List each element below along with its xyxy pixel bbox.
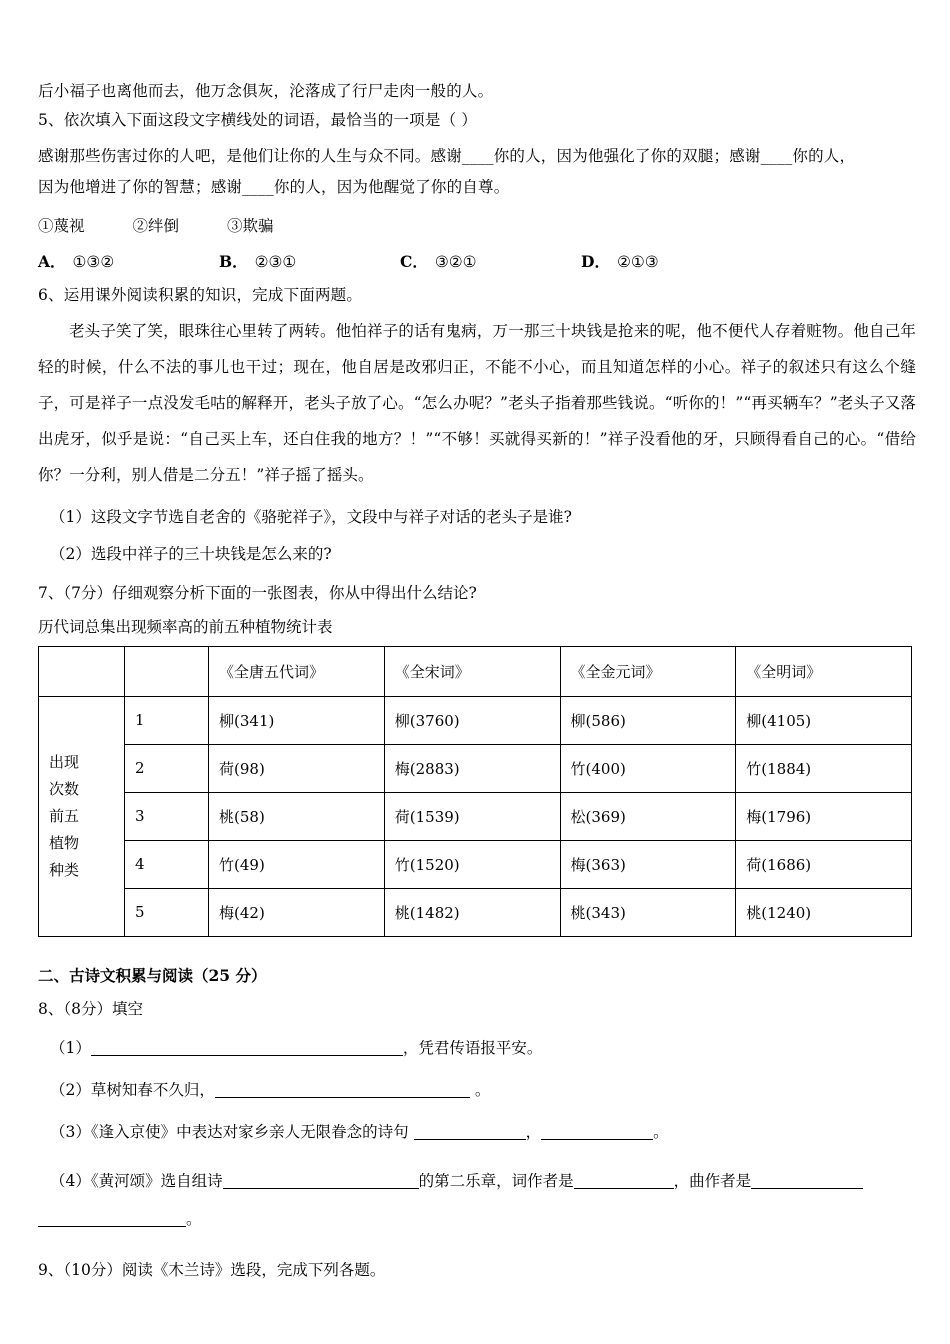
table-title: 历代词总集出现频率高的前五种植物统计表 bbox=[38, 617, 333, 636]
question-8-score: （8分） bbox=[63, 999, 112, 1018]
data-cell: 竹(49) bbox=[209, 840, 385, 888]
item-option-2: ②绊倒 bbox=[132, 217, 180, 235]
question-9-stem bbox=[38, 1258, 916, 1280]
row-group-label-line-1: 出现 bbox=[49, 752, 80, 771]
question-5-items bbox=[38, 214, 916, 236]
item-option-3: ③欺骗 bbox=[227, 217, 274, 235]
question-6-text: 运用课外阅读积累的知识，完成下面两题。 bbox=[63, 286, 363, 304]
intro-line: 后小福子也离他而去，他万念俱灰，沦落成了行尸走肉一般的人。 bbox=[38, 82, 494, 100]
fill-blank-2-after: 。 bbox=[469, 1080, 491, 1099]
rank-cell: 1 bbox=[125, 696, 209, 744]
table-body bbox=[39, 646, 912, 936]
data-cell: 竹(1884) bbox=[736, 744, 912, 792]
rank-cell: 2 bbox=[125, 744, 209, 792]
choice-d-label: D． bbox=[581, 252, 610, 271]
fill-blank-1 bbox=[38, 1036, 916, 1058]
data-cell: 梅(42) bbox=[209, 888, 385, 936]
header-col-3: 《全金元词》 bbox=[560, 646, 736, 696]
data-cell: 桃(1240) bbox=[736, 888, 912, 936]
question-9-score: （10分） bbox=[63, 1260, 122, 1279]
row-group-label-line-3: 前五 bbox=[49, 806, 80, 825]
fill-blank-4-label: （4） bbox=[50, 1171, 91, 1190]
fill-blank-2-before: 草树知春不久归， bbox=[90, 1080, 215, 1099]
fill-blank-4-mid-1: 的第二乐章，词作者是 bbox=[418, 1171, 574, 1190]
row-group-label-line-4: 植物 bbox=[49, 833, 80, 852]
data-cell: 荷(98) bbox=[209, 744, 385, 792]
question-5-passage-line-1: 感谢那些伤害过你的人吧，是他们让你的人生与众不同。感谢____你的人，因为他强化了你的双腿；感谢____你的人， bbox=[38, 147, 856, 165]
data-cell: 竹(1520) bbox=[384, 840, 560, 888]
data-cell: 竹(400) bbox=[560, 744, 736, 792]
choice-c[interactable] bbox=[400, 250, 581, 272]
question-9-text: 阅读《木兰诗》选段，完成下列各题。 bbox=[121, 1260, 386, 1279]
data-cell: 桃(1482) bbox=[384, 888, 560, 936]
choice-b-value: ②③① bbox=[254, 253, 297, 271]
table-row bbox=[39, 792, 912, 840]
answer-blank[interactable] bbox=[414, 1124, 526, 1140]
data-cell: 荷(1686) bbox=[736, 840, 912, 888]
choice-b-label: B． bbox=[219, 252, 248, 271]
fill-blank-4-after: 。 bbox=[186, 1209, 202, 1228]
question-7-score: （7分） bbox=[63, 583, 112, 602]
question-8-stem bbox=[38, 997, 916, 1019]
data-cell: 松(369) bbox=[560, 792, 736, 840]
question-6-stem bbox=[38, 288, 916, 304]
answer-blank[interactable] bbox=[38, 1211, 186, 1227]
data-cell: 柳(341) bbox=[209, 696, 385, 744]
header-corner-blank bbox=[39, 646, 125, 696]
rank-cell: 3 bbox=[125, 792, 209, 840]
choice-d-value: ②①③ bbox=[616, 253, 659, 271]
fill-blank-4 bbox=[38, 1162, 916, 1238]
fill-blank-2 bbox=[38, 1078, 916, 1100]
table-row bbox=[39, 888, 912, 936]
row-group-label-line-2: 次数 bbox=[49, 779, 80, 798]
data-cell: 梅(2883) bbox=[384, 744, 560, 792]
question-7-stem bbox=[38, 581, 916, 603]
fill-blank-2-label: （2） bbox=[50, 1080, 91, 1099]
question-8-number: 8、 bbox=[38, 999, 64, 1018]
question-5-stem bbox=[38, 110, 916, 129]
choice-a-value: ①③② bbox=[72, 253, 115, 271]
header-col-2: 《全宋词》 bbox=[384, 646, 560, 696]
choice-d[interactable] bbox=[581, 250, 762, 272]
choice-c-label: C． bbox=[400, 252, 428, 271]
choice-b[interactable] bbox=[219, 250, 400, 272]
answer-blank[interactable] bbox=[751, 1173, 863, 1189]
fill-blank-4-mid-2: ，曲作者是 bbox=[673, 1171, 752, 1190]
question-6-sub-2: （2）选段中祥子的三十块钱是怎么来的? bbox=[50, 544, 332, 563]
page-content bbox=[38, 84, 916, 1294]
fill-blank-1-after: ，凭君传语报平安。 bbox=[402, 1038, 543, 1057]
fill-blank-3-label: （3） bbox=[50, 1122, 91, 1141]
choice-c-value: ③②① bbox=[434, 253, 477, 271]
data-cell: 柳(3760) bbox=[384, 696, 560, 744]
header-rank-blank bbox=[125, 646, 209, 696]
data-cell: 梅(363) bbox=[560, 840, 736, 888]
question-6-passage: 老头子笑了笑，眼珠往心里转了两转。他怕祥子的话有鬼病，万一那三十块钱是抢来的呢，他不便代人存着赃物。他自己年轻的时候，什么不法的事儿也干过；现在，他自居是改邪归正，不能不小心，而且知道怎样的小心。祥子的叙述只有这么个缝子，可是祥子一点没发毛咕的解释开，老头子放了心。“怎么办呢？”老头子指着那些钱说。“听你的！”“再买辆车？”老头子又落出虎牙，似乎是说：“自己买上车，还白住我的地方？！”“不够！买就得买新的！”祥子没看他的牙，只顾得看自己的心。“借给你？一分利，别人借是二分五！”祥子摇了摇头。 bbox=[38, 321, 916, 484]
data-cell: 桃(58) bbox=[209, 792, 385, 840]
choice-a[interactable] bbox=[38, 250, 219, 272]
table-header-row bbox=[39, 646, 912, 696]
answer-blank[interactable] bbox=[541, 1124, 653, 1140]
header-col-4: 《全明词》 bbox=[736, 646, 912, 696]
item-option-1: ①蔑视 bbox=[38, 217, 85, 235]
table-row bbox=[39, 744, 912, 792]
question-6-sub-1: （1）这段文字节选自老舍的《骆驼祥子》，文段中与祥子对话的老头子是谁? bbox=[50, 507, 572, 526]
answer-blank[interactable] bbox=[223, 1173, 419, 1189]
question-9-number: 9、 bbox=[38, 1260, 64, 1279]
question-6-number: 6、 bbox=[38, 286, 64, 304]
row-group-label-line-5: 种类 bbox=[49, 860, 80, 879]
question-5-passage-line-2: 因为他增进了你的智慧；感谢____你的人，因为他醒觉了你的自尊。 bbox=[38, 178, 510, 196]
answer-blank[interactable] bbox=[91, 1040, 403, 1056]
question-5-choices bbox=[38, 250, 916, 272]
plant-frequency-table bbox=[38, 646, 912, 937]
rank-cell: 4 bbox=[125, 840, 209, 888]
fill-blank-3 bbox=[38, 1120, 916, 1142]
data-cell: 桃(343) bbox=[560, 888, 736, 936]
choice-a-label: A． bbox=[38, 252, 66, 271]
data-cell: 柳(586) bbox=[560, 696, 736, 744]
answer-blank[interactable] bbox=[574, 1173, 674, 1189]
answer-blank[interactable] bbox=[215, 1082, 470, 1098]
fill-blank-3-mid: ， bbox=[525, 1122, 542, 1141]
fill-blank-3-after: 。 bbox=[653, 1122, 669, 1141]
fill-blank-3-before: 《逢入京使》中表达对家乡亲人无限眷念的诗句 bbox=[90, 1122, 414, 1141]
fill-blank-4-before: 《黄河颂》选自组诗 bbox=[90, 1171, 223, 1190]
question-5-number: 5、 bbox=[38, 110, 64, 129]
question-5-text: 依次填入下面这段文字横线处的词语，最恰当的一项是（ ） bbox=[63, 110, 478, 129]
data-cell: 荷(1539) bbox=[384, 792, 560, 840]
data-cell: 梅(1796) bbox=[736, 792, 912, 840]
rank-cell: 5 bbox=[125, 888, 209, 936]
row-group-label bbox=[39, 696, 125, 936]
data-cell: 柳(4105) bbox=[736, 696, 912, 744]
fill-blank-1-label: （1） bbox=[50, 1038, 91, 1057]
section-2-title: 二、古诗文积累与阅读（25 分） bbox=[38, 965, 267, 985]
question-7-number: 7、 bbox=[38, 583, 64, 602]
header-col-1: 《全唐五代词》 bbox=[209, 646, 385, 696]
table-row bbox=[39, 840, 912, 888]
table-row bbox=[39, 696, 912, 744]
question-7-text: 仔细观察分析下面的一张图表，你从中得出什么结论? bbox=[112, 583, 477, 602]
question-8-text: 填空 bbox=[112, 999, 144, 1018]
